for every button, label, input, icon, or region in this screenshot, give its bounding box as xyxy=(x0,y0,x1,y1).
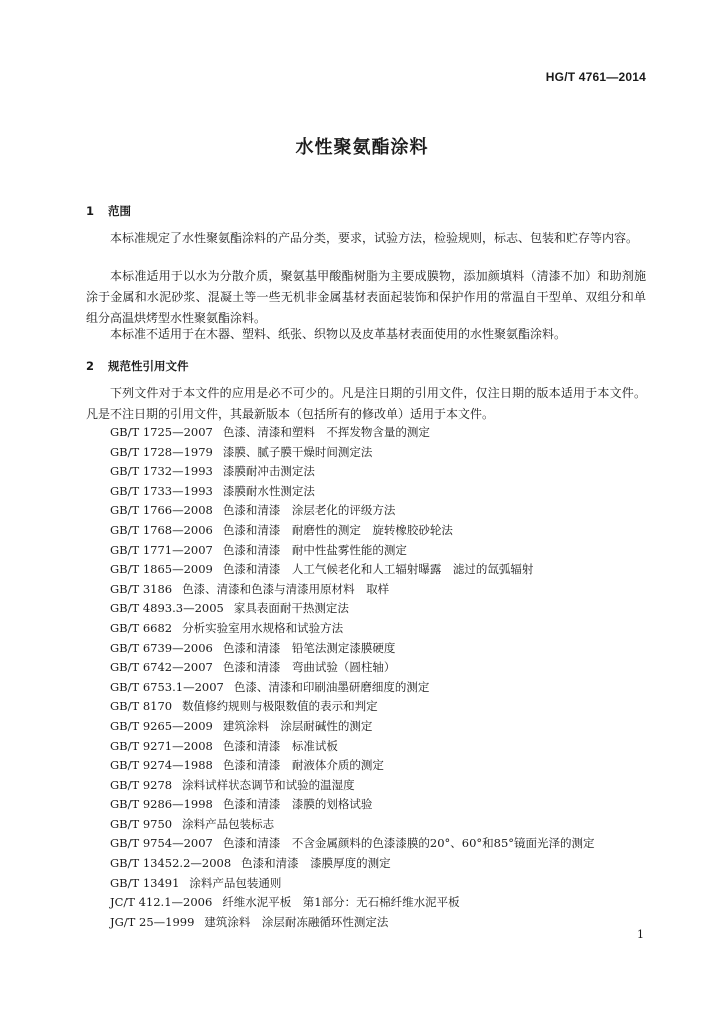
reference-code: GB/T 9750 xyxy=(110,816,173,831)
reference-item xyxy=(110,854,595,874)
reference-title: 色漆和清漆 耐液体介质的测定 xyxy=(222,758,384,773)
reference-item xyxy=(110,501,595,521)
page-number: 1 xyxy=(637,928,644,941)
reference-item xyxy=(110,521,595,541)
reference-title: 涂料试样状态调节和试验的温湿度 xyxy=(182,777,355,792)
reference-title: 色漆、清漆和色漆与清漆用原材料 取样 xyxy=(182,581,390,596)
reference-title: 涂料产品包装通则 xyxy=(189,875,282,890)
reference-code: GB/T 3186 xyxy=(110,581,173,596)
reference-title: 家具表面耐干热测定法 xyxy=(233,601,349,616)
scope-paragraph-3: 本标准不适用于在木器、塑料、纸张、织物以及皮革基材表面使用的水性聚氨酯涂料。 xyxy=(110,327,567,341)
standard-code: HG/T 4761—2014 xyxy=(545,70,646,84)
reference-item xyxy=(110,541,595,561)
section-title: 范围 xyxy=(108,204,131,218)
section-number: 2 xyxy=(86,359,95,373)
reference-title: 色漆和清漆 耐中性盐雾性能的测定 xyxy=(222,542,407,557)
document-title: 水性聚氨酯涂料 xyxy=(295,137,429,158)
reference-item xyxy=(110,560,595,580)
reference-code: GB/T 1733—1993 xyxy=(110,483,213,498)
reference-item xyxy=(110,913,595,933)
reference-title: 色漆、清漆和塑料 不挥发物含量的测定 xyxy=(222,425,430,439)
reference-title: 色漆和清漆 弯曲试验（圆柱轴） xyxy=(222,660,396,675)
reference-code: JC/T 412.1—2006 xyxy=(110,895,213,910)
reference-title: 涂料产品包装标志 xyxy=(182,816,275,831)
reference-title: 数值修约规则与极限数值的表示和判定 xyxy=(182,699,378,714)
reference-code: GB/T 1732—1993 xyxy=(110,464,213,479)
reference-item xyxy=(110,717,595,737)
reference-code: GB/T 1865—2009 xyxy=(110,562,213,577)
reference-title: 色漆和清漆 人工气候老化和人工辐射曝露 滤过的氙弧辐射 xyxy=(222,562,534,577)
reference-title: 色漆、清漆和印刷油墨研磨细度的测定 xyxy=(233,679,430,694)
reference-item xyxy=(110,658,595,678)
reference-item xyxy=(110,619,595,639)
reference-item xyxy=(110,678,595,698)
scope-paragraph-2: 本标准适用于以水为分散介质，聚氨基甲酸酯树脂为主要成膜物，添加颜填料（清漆不加）和助剂施涂于金属和水泥砂浆、混凝土等一些无机非金属基材表面起装饰和保护作用的常温自干型单、双组分和单组分高温烘烤型水性聚氨酯涂料。 xyxy=(86,269,646,325)
reference-item xyxy=(110,462,595,482)
reference-item xyxy=(110,756,595,776)
reference-item xyxy=(110,482,595,502)
reference-item xyxy=(110,737,595,757)
reference-title: 色漆和清漆 铅笔法测定漆膜硬度 xyxy=(222,640,396,655)
reference-item xyxy=(110,815,595,835)
reference-item xyxy=(110,874,595,894)
reference-title: 建筑涂料 涂层耐冻融循环性测定法 xyxy=(204,914,389,929)
reference-item xyxy=(110,423,595,443)
reference-title: 建筑涂料 涂层耐碱性的测定 xyxy=(222,718,373,733)
reference-code: JG/T 25—1999 xyxy=(110,914,195,929)
reference-code: GB/T 9278 xyxy=(110,777,173,792)
reference-item xyxy=(110,580,595,600)
reference-code: GB/T 1766—2008 xyxy=(110,503,213,518)
reference-item xyxy=(110,776,595,796)
section-number: 1 xyxy=(86,204,95,218)
reference-code: GB/T 13452.2—2008 xyxy=(110,856,232,871)
reference-code: GB/T 6742—2007 xyxy=(110,660,213,675)
reference-item xyxy=(110,795,595,815)
reference-code: GB/T 9274—1988 xyxy=(110,758,213,773)
reference-code: GB/T 6739—2006 xyxy=(110,640,213,655)
reference-title: 漆膜耐水性测定法 xyxy=(222,483,315,498)
reference-title: 色漆和清漆 漆膜厚度的测定 xyxy=(241,856,391,871)
reference-title: 色漆和清漆 不含金属颜料的色漆漆膜的20°、60°和85°镜面光泽的测定 xyxy=(222,836,595,851)
reference-item xyxy=(110,834,595,854)
reference-code: GB/T 9754—2007 xyxy=(110,836,213,851)
reference-code: GB/T 9286—1998 xyxy=(110,797,213,812)
scope-paragraph-1: 本标准规定了水性聚氨酯涂料的产品分类，要求，试验方法，检验规则，标志、包装和贮存等内容。 xyxy=(110,231,639,245)
reference-item xyxy=(110,443,595,463)
section-title: 规范性引用文件 xyxy=(108,359,189,373)
reference-title: 漆膜、腻子膜干燥时间测定法 xyxy=(222,444,373,459)
reference-code: GB/T 9265—2009 xyxy=(110,718,213,733)
reference-item xyxy=(110,599,595,619)
section-heading-scope xyxy=(86,203,131,219)
reference-code: GB/T 1728—1979 xyxy=(110,444,213,459)
reference-code: GB/T 9271—2008 xyxy=(110,738,213,753)
reference-title: 色漆和清漆 标准试板 xyxy=(222,738,338,753)
reference-list xyxy=(110,423,595,932)
reference-code: GB/T 1768—2006 xyxy=(110,522,213,537)
reference-item xyxy=(110,639,595,659)
reference-code: GB/T 1725—2007 xyxy=(110,425,213,439)
reference-code: GB/T 13491 xyxy=(110,875,180,890)
reference-code: GB/T 1771—2007 xyxy=(110,542,213,557)
reference-code: GB/T 4893.3—2005 xyxy=(110,601,224,616)
reference-code: GB/T 8170 xyxy=(110,699,173,714)
reference-title: 色漆和清漆 耐磨性的测定 旋转橡胶砂轮法 xyxy=(222,522,453,537)
reference-title: 色漆和清漆 漆膜的划格试验 xyxy=(222,797,373,812)
reference-title: 色漆和清漆 涂层老化的评级方法 xyxy=(222,503,396,518)
section-heading-normative-references xyxy=(86,358,189,374)
reference-title: 漆膜耐冲击测定法 xyxy=(222,464,315,479)
reference-code: GB/T 6682 xyxy=(110,620,173,635)
reference-item xyxy=(110,697,595,717)
reference-code: GB/T 6753.1—2007 xyxy=(110,679,224,694)
references-intro-paragraph: 下列文件对于本文件的应用是必不可少的。凡是注日期的引用文件，仅注日期的版本适用于本文件。凡是不注日期的引用文件，其最新版本（包括所有的修改单）适用于本文件。 xyxy=(86,386,646,421)
reference-item xyxy=(110,893,595,913)
reference-title: 分析实验室用水规格和试验方法 xyxy=(182,620,344,635)
reference-title: 纤维水泥平板 第1部分：无石棉纤维水泥平板 xyxy=(222,895,460,910)
